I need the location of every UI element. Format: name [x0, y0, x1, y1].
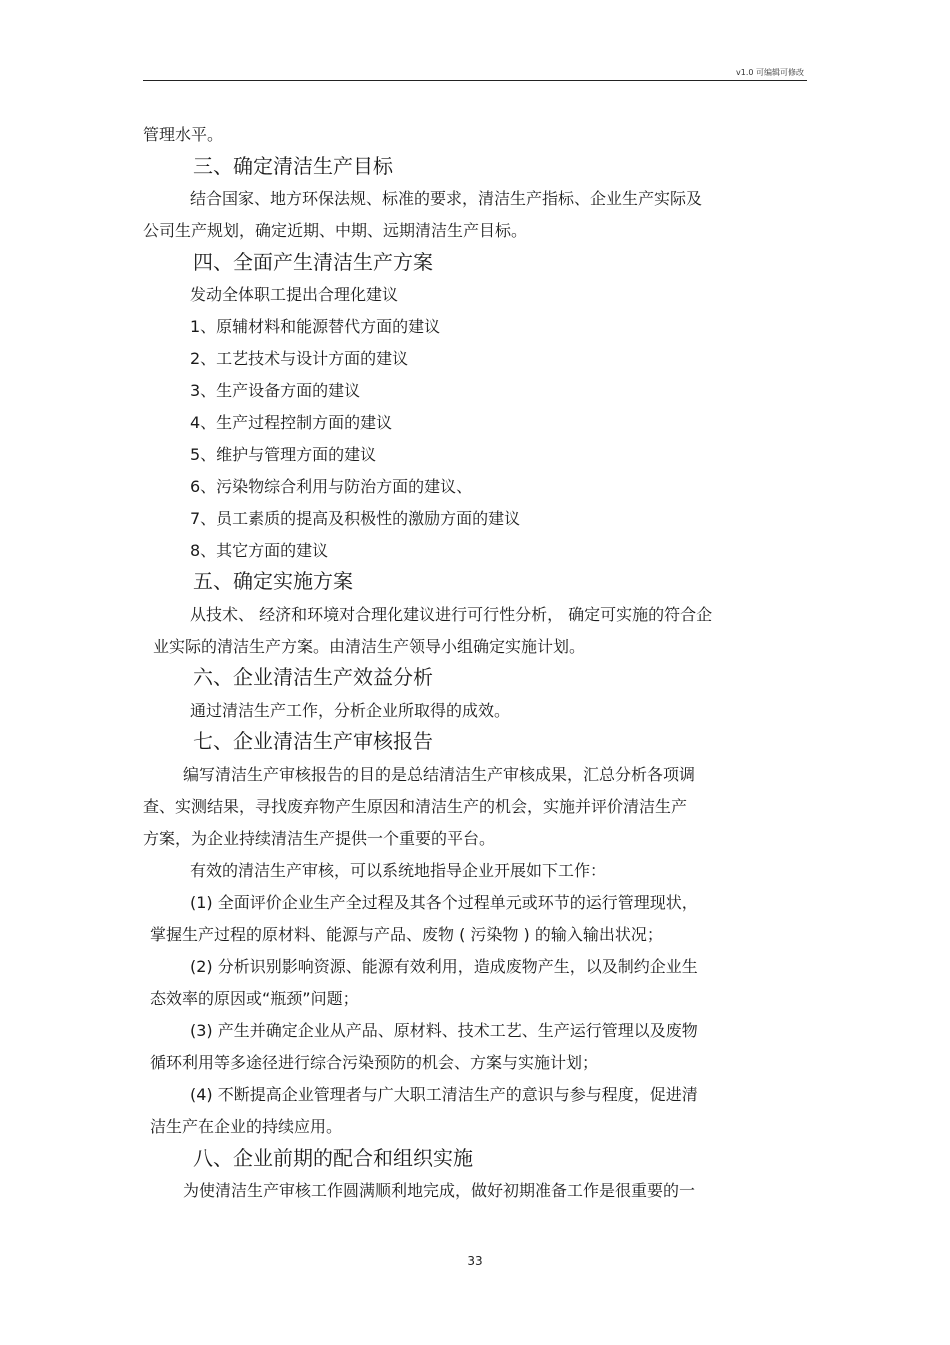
text-line: 洁生产在企业的持续应用。 — [150, 1117, 343, 1136]
section-heading: 五、确定实施方案 — [193, 569, 353, 593]
text-line: 为使清洁生产审核工作圆满顺利地完成，做好初期准备工作是很重要的一 — [183, 1181, 696, 1200]
text-line: 公司生产规划，确定近期、中期、远期清洁生产目标。 — [143, 221, 528, 240]
list-item: (2) 分析识别影响资源、能源有效利用，造成废物产生，以及制约企业生 — [190, 957, 698, 976]
text-line: 通过清洁生产工作，分析企业所取得的成效。 — [190, 701, 511, 720]
text-line: 从技术、 经济和环境对合理化建议进行可行性分析， 确定可实施的符合企 — [190, 605, 713, 624]
text-line: 业实际的清洁生产方案。由清洁生产领导小组确定实施计划。 — [153, 637, 586, 656]
text-line: 编写清洁生产审核报告的目的是总结清洁生产审核成果，汇总分析各项调 — [183, 765, 696, 784]
text-line: 查、实测结果，寻找废弃物产生原因和清洁生产的机会，实施并评价清洁生产 — [143, 797, 688, 816]
list-item: (4) 不断提高企业管理者与广大职工清洁生产的意识与参与程度，促进清 — [190, 1085, 698, 1104]
text-line: 管理水平。 — [143, 125, 224, 144]
section-heading: 三、确定清洁生产目标 — [193, 154, 393, 178]
section-heading: 六、企业清洁生产效益分析 — [193, 665, 433, 689]
list-item: 2、工艺技术与设计方面的建议 — [190, 349, 409, 368]
section-heading: 四、全面产生清洁生产方案 — [193, 250, 433, 274]
list-item: 7、员工素质的提高及积极性的激励方面的建议 — [190, 509, 521, 528]
list-item: 1、原辅材料和能源替代方面的建议 — [190, 317, 441, 336]
text-line: 结合国家、地方环保法规、标准的要求，清洁生产指标、企业生产实际及 — [190, 189, 703, 208]
text-line: 发动全体职工提出合理化建议 — [190, 285, 399, 304]
text-line: 有效的清洁生产审核，可以系统地指导企业开展如下工作： — [190, 861, 607, 880]
text-line: 方案，为企业持续清洁生产提供一个重要的平台。 — [143, 829, 496, 848]
page-number: 33 — [467, 1254, 483, 1268]
header-rule — [143, 80, 807, 81]
list-item: 8、其它方面的建议 — [190, 541, 329, 560]
page-header-note: v1.0 可编辑可修改 — [736, 68, 804, 77]
text-line: 态效率的原因或“瓶颈”问题； — [150, 989, 359, 1008]
text-line: 掌握生产过程的原材料、能源与产品、废物 ( 污染物 ) 的输入输出状况； — [150, 925, 663, 944]
text-line: 循环利用等多途径进行综合污染预防的机会、方案与实施计划； — [150, 1053, 599, 1072]
list-item: 5、维护与管理方面的建议 — [190, 445, 377, 464]
section-heading: 七、企业清洁生产审核报告 — [193, 729, 433, 753]
section-heading: 八、企业前期的配合和组织实施 — [193, 1146, 473, 1170]
list-item: (1) 全面评价企业生产全过程及其各个过程单元或环节的运行管理现状， — [190, 893, 698, 912]
list-item: 6、污染物综合利用与防治方面的建议、 — [190, 477, 473, 496]
list-item: (3) 产生并确定企业从产品、原材料、技术工艺、生产运行管理以及废物 — [190, 1021, 698, 1040]
list-item: 3、生产设备方面的建议 — [190, 381, 361, 400]
list-item: 4、生产过程控制方面的建议 — [190, 413, 393, 432]
